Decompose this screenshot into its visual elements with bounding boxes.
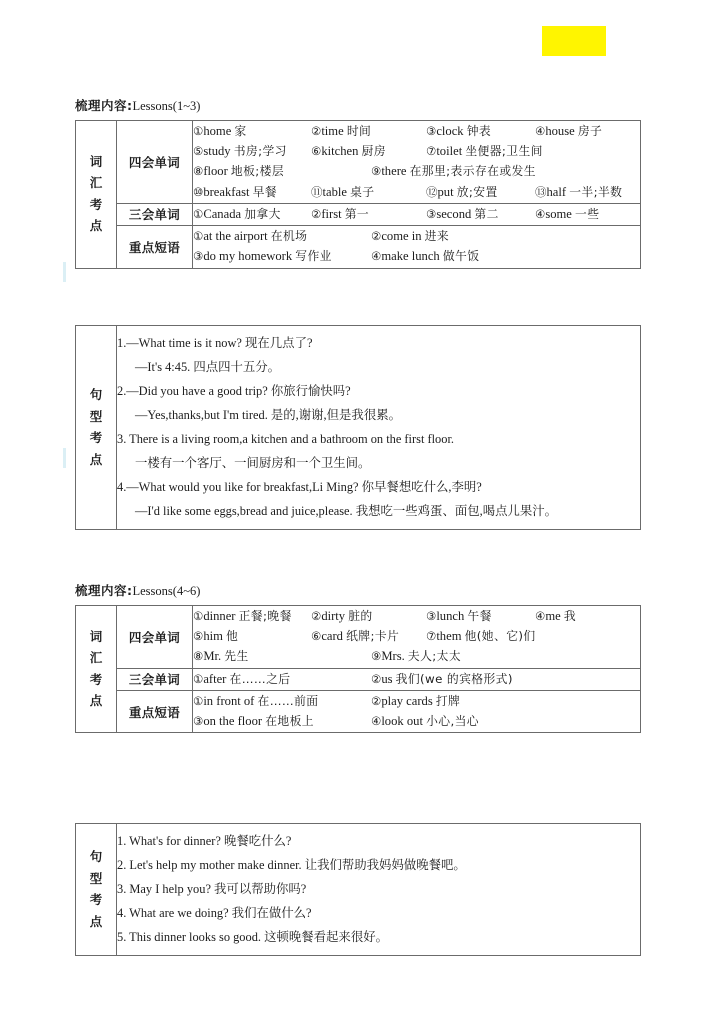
entry-english: play cards (381, 693, 433, 708)
sentence-label-char: 考 (89, 430, 103, 446)
vocab-entry (371, 715, 479, 728)
vocab-entry (193, 650, 371, 663)
entry-english: put (437, 184, 454, 199)
vocab-entry (193, 673, 371, 686)
entry-number: ⑨ (371, 164, 382, 179)
vocab-category-label: 四会单词 (117, 606, 193, 669)
sentence-label-char: 型 (89, 408, 103, 424)
entry-number: ⑦ (426, 144, 437, 159)
entry-english: them (436, 629, 462, 644)
vocab-label-char: 点 (89, 693, 103, 709)
entry-chinese: 在那里;表示存在或发生 (409, 164, 536, 179)
vocab-entry-line (193, 630, 640, 643)
entry-english: time (321, 124, 344, 138)
vocab-entry (311, 125, 426, 138)
entry-chinese: 一半;半数 (569, 184, 623, 199)
entry-english: house (545, 124, 575, 138)
entry-chinese: 第二 (474, 206, 499, 221)
vocab-row (76, 690, 641, 732)
entry-chinese: 在地板上 (265, 714, 314, 729)
vocab-entry-line (193, 650, 640, 663)
entry-number: ③ (426, 609, 437, 623)
entry-number: ② (311, 206, 322, 221)
vocab-category-label: 三会单词 (117, 203, 193, 225)
vocab-entry (311, 186, 426, 199)
vocab-entry-line (193, 673, 640, 686)
sentence-line: 1.—What time is it now? 现在几点了? (117, 336, 313, 350)
entry-english: do my homework (203, 249, 293, 264)
entry-chinese: 放;安置 (456, 184, 498, 199)
vocab-row (76, 606, 641, 669)
vocab-entries-cell (193, 606, 641, 669)
entry-chinese: 我们(we 的宾格形式) (395, 671, 513, 686)
sentence-table-1 (75, 325, 641, 530)
section-1-title-en: Lessons(1~3) (132, 99, 201, 113)
vocab-category-label: 重点短语 (117, 690, 193, 732)
vocab-entry-line (193, 230, 640, 243)
vocab-entry (193, 250, 371, 263)
entry-chinese: 进来 (424, 229, 450, 244)
vocab-entry (371, 250, 479, 263)
vocab-row (76, 121, 641, 204)
vocab-entry (193, 165, 371, 178)
entry-english: come in (381, 229, 422, 244)
section-1-title-cn: 梳理内容: (75, 98, 133, 113)
sentence-label-char: 句 (89, 387, 103, 403)
entry-chinese: 桌子 (350, 184, 375, 199)
entry-number: ① (193, 693, 204, 708)
entry-number: ② (311, 124, 322, 138)
section-2-title-cn: 梳理内容: (75, 583, 133, 598)
entry-chinese: 厨房 (361, 144, 386, 159)
entry-english: Canada (203, 206, 242, 221)
entry-english: on the floor (203, 714, 263, 729)
entry-english: there (381, 164, 407, 179)
entry-chinese: 时间 (346, 124, 372, 138)
section-2 (75, 583, 641, 733)
entry-chinese: 地板;楼层 (230, 164, 285, 179)
entry-chinese: 正餐;晚餐 (238, 609, 292, 623)
sentence-label-char: 句 (89, 849, 103, 865)
vocab-entry (535, 125, 602, 138)
vocab-label-char: 汇 (89, 175, 103, 191)
section-2-title (75, 583, 641, 599)
entry-number: ② (371, 229, 382, 244)
sentence-section-label (76, 326, 117, 530)
vocab-entry (311, 208, 426, 221)
entry-number: ② (371, 671, 382, 686)
entry-english: at the airport (203, 229, 268, 244)
entry-chinese: 做午饭 (442, 249, 480, 264)
entry-number: ④ (535, 609, 546, 623)
vocab-entry-line (193, 610, 640, 623)
sentence-line: 4.—What would you like for breakfast,Li Ming? 你早餐想吃什么,李明? (117, 480, 482, 495)
entry-number: ③ (193, 249, 204, 264)
vocab-entry (311, 145, 426, 158)
entry-chinese: 在……之后 (229, 671, 291, 686)
entry-number: ④ (371, 249, 382, 264)
vocab-entry (535, 186, 622, 199)
entry-number: ① (193, 124, 204, 138)
entry-number: ① (193, 206, 204, 221)
vocab-label-char: 点 (89, 218, 103, 234)
entry-chinese: 房子 (577, 124, 603, 138)
entry-number: ① (193, 229, 204, 244)
sentence-section-label (76, 824, 117, 956)
vocab-entry (193, 230, 371, 243)
entry-chinese: 家 (234, 124, 247, 138)
entry-english: look out (381, 714, 423, 729)
entry-english: dirty (321, 609, 346, 623)
vocab-entry (371, 650, 461, 663)
vocab-entry (535, 208, 599, 221)
section-1 (75, 98, 641, 269)
entry-number: ⑤ (193, 144, 204, 159)
entry-english: me (545, 609, 561, 623)
entry-english: clock (436, 124, 464, 138)
vocab-entry-line (193, 208, 640, 221)
entry-english: lunch (436, 609, 465, 623)
entry-english: after (203, 671, 227, 686)
vocab-section-label (76, 606, 117, 733)
scan-artifact-mark (63, 262, 66, 282)
sentence-row (76, 326, 641, 530)
entry-number: ③ (426, 124, 437, 138)
vocab-entry (193, 208, 311, 221)
entry-number: ② (371, 693, 382, 708)
entry-english: make lunch (381, 249, 440, 264)
entry-chinese: 脏的 (348, 609, 373, 623)
entry-number: ① (193, 671, 204, 686)
vocab-entry (426, 145, 543, 158)
entry-number: ⑧ (193, 164, 204, 179)
entry-chinese: 纸牌;卡片 (346, 629, 400, 644)
vocab-entry (426, 125, 535, 138)
entry-number: ③ (426, 206, 437, 221)
vocab-entries-cell (193, 668, 641, 690)
sentence-line: —I'd like some eggs,bread and juice,please. 我想吃一些鸡蛋、面包,喝点儿果汁。 (135, 504, 558, 519)
entry-english: Mrs. (381, 649, 405, 664)
entry-english: first (321, 206, 342, 221)
entry-chinese: 小心,当心 (426, 714, 480, 729)
entry-english: dinner (203, 609, 236, 623)
entry-chinese: 午餐 (467, 609, 492, 623)
entry-english: Mr. (203, 649, 222, 664)
vocab-entry (371, 673, 513, 686)
sentence-line: 一楼有一个客厅、一间厨房和一个卫生间。 (135, 456, 371, 471)
entry-number: ⑬ (535, 184, 547, 199)
sentence-line: —It's 4:45. 四点四十五分。 (135, 360, 281, 375)
sentence-line: 1. What's for dinner? 晚餐吃什么? (117, 834, 292, 848)
entry-number: ⑤ (193, 629, 204, 644)
entry-english: home (203, 124, 232, 138)
entry-chinese: 书房;学习 (233, 144, 287, 159)
sentence-block-2 (75, 823, 641, 956)
entry-number: ④ (535, 124, 546, 138)
entry-chinese: 第一 (344, 206, 370, 221)
entry-english: in front of (203, 693, 255, 708)
entry-chinese: 他(她、它)们 (464, 629, 536, 644)
vocab-row (76, 226, 641, 268)
vocab-label-char: 汇 (89, 650, 103, 666)
sentence-label-char: 考 (89, 892, 103, 908)
entry-english: kitchen (321, 144, 359, 159)
vocab-entries-cell (193, 121, 641, 204)
entry-number: ⑦ (426, 629, 437, 644)
entry-number: ⑩ (193, 184, 204, 199)
entry-number: ④ (371, 714, 382, 729)
entry-chinese: 写作业 (295, 249, 332, 264)
sentence-label-char: 点 (89, 451, 103, 467)
vocab-entry (535, 610, 576, 623)
entry-number: ⑪ (311, 184, 323, 199)
vocab-entry (371, 695, 460, 708)
sentence-line: 3. There is a living room,a kitchen and a bathroom on the first floor. (117, 432, 454, 447)
vocab-category-label: 四会单词 (117, 121, 193, 204)
vocab-category-label: 重点短语 (117, 226, 193, 268)
vocab-entries-cell (193, 203, 641, 225)
vocab-entry-line (193, 715, 640, 728)
vocab-section-label (76, 121, 117, 269)
sentence-label-char: 型 (89, 870, 103, 886)
sentence-line: 5. This dinner looks so good. 这顿晚餐看起来很好。 (117, 930, 388, 945)
vocab-row (76, 203, 641, 225)
vocab-label-char: 考 (89, 671, 103, 687)
entry-chinese: 先生 (224, 649, 249, 664)
vocab-entry (371, 230, 449, 243)
entry-chinese: 加拿大 (244, 206, 281, 221)
vocab-entry (193, 630, 311, 643)
section-2-title-en: Lessons(4~6) (132, 584, 201, 598)
entry-number: ⑫ (426, 184, 438, 199)
vocab-entry-line (193, 250, 640, 263)
scan-artifact-mark (63, 448, 66, 468)
vocab-entry-line (193, 125, 640, 138)
entry-chinese: 他 (226, 629, 239, 644)
entry-chinese: 我 (563, 609, 577, 623)
sentence-line: 3. May I help you? 我可以帮助你吗? (117, 882, 307, 897)
sentence-list-cell (117, 326, 641, 530)
entry-english: us (381, 671, 393, 686)
vocab-entries-cell (193, 690, 641, 732)
vocab-entry (193, 715, 371, 728)
vocab-label-char: 词 (89, 628, 103, 644)
vocab-entry (426, 208, 535, 221)
entry-english: some (545, 206, 572, 221)
sentence-row (76, 824, 641, 956)
vocab-label-char: 词 (89, 153, 103, 169)
entry-number: ⑧ (193, 649, 204, 664)
entry-chinese: 在机场 (270, 229, 308, 244)
vocab-entry-line (193, 186, 640, 199)
vocab-entry (311, 610, 426, 623)
vocab-entry (193, 125, 311, 138)
vocab-category-label: 三会单词 (117, 668, 193, 690)
vocab-entry (426, 630, 536, 643)
vocab-entry-line (193, 145, 640, 158)
entry-chinese: 一些 (575, 206, 600, 221)
entry-number: ⑨ (371, 649, 382, 664)
sentence-line: 2.—Did you have a good trip? 你旅行愉快吗? (117, 384, 351, 399)
entry-chinese: 早餐 (252, 184, 277, 199)
vocab-entry (426, 610, 535, 623)
entry-chinese: 在……前面 (257, 693, 319, 708)
entry-number: ⑥ (311, 629, 322, 644)
vocab-entry (426, 186, 535, 199)
entry-number: ⑥ (311, 144, 322, 159)
entry-english: table (322, 184, 347, 199)
entry-english: half (546, 184, 567, 199)
section-1-title (75, 98, 641, 114)
vocab-label-char: 考 (89, 196, 103, 212)
entry-number: ② (311, 609, 322, 623)
vocabulary-table-1 (75, 120, 641, 269)
vocab-entry (371, 165, 536, 178)
entry-number: ① (193, 609, 204, 623)
entry-chinese: 钟表 (466, 124, 492, 138)
vocab-entry (311, 630, 426, 643)
entry-english: card (321, 629, 343, 644)
sentence-line: 2. Let's help my mother make dinner. 让我们帮助我妈妈做晚餐吧。 (117, 858, 466, 873)
vocab-entries-cell (193, 226, 641, 268)
entry-chinese: 打牌 (435, 693, 461, 708)
entry-number: ③ (193, 714, 204, 729)
entry-chinese: 坐便器;卫生间 (465, 144, 543, 159)
entry-english: second (436, 206, 472, 221)
entry-english: study (203, 144, 231, 159)
sentence-list-cell (117, 824, 641, 956)
entry-english: toilet (436, 144, 463, 159)
yellow-highlight-box (542, 26, 606, 56)
entry-english: floor (203, 164, 228, 179)
sentence-line: 4. What are we doing? 我们在做什么? (117, 906, 312, 921)
sentence-table-2 (75, 823, 641, 956)
sentence-block-1 (75, 325, 641, 530)
vocab-entry (193, 610, 311, 623)
entry-number: ④ (535, 206, 546, 221)
vocab-row (76, 668, 641, 690)
sentence-label-char: 点 (89, 913, 103, 929)
vocab-entry (193, 145, 311, 158)
entry-english: breakfast (203, 184, 250, 199)
vocab-entry-line (193, 165, 640, 178)
entry-english: him (203, 629, 223, 644)
vocab-entry-line (193, 695, 640, 708)
vocab-entry (193, 695, 371, 708)
sentence-line: —Yes,thanks,but I'm tired. 是的,谢谢,但是我很累。 (135, 408, 401, 423)
entry-chinese: 夫人;太太 (407, 649, 462, 664)
vocab-entry (193, 186, 311, 199)
vocabulary-table-2 (75, 605, 641, 733)
